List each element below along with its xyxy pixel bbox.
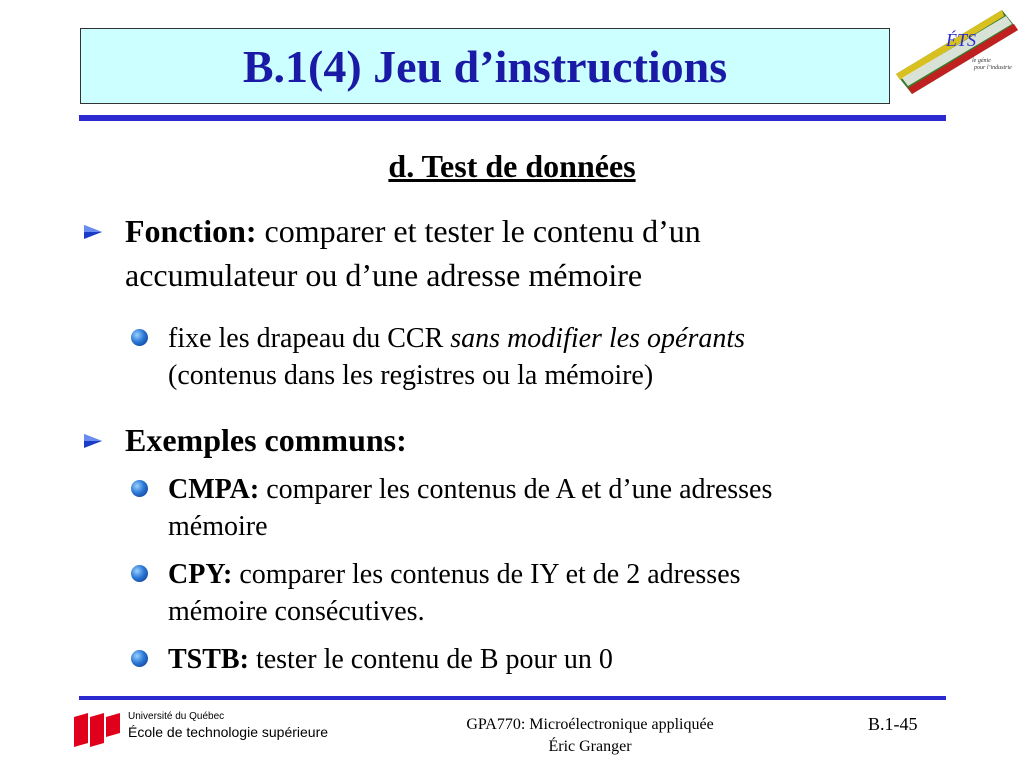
sub-bullet-ccr-line2: (contenus dans les registres ou la mémoire)	[168, 360, 654, 391]
course-info	[400, 714, 780, 758]
bullet-examples	[125, 418, 885, 462]
sub-bullet-cmpa-line2: mémoire	[168, 511, 268, 542]
sub-bullet-ccr	[168, 320, 928, 394]
slide-title: B.1(4) Jeu d’instructions	[242, 40, 728, 92]
triangle-bullet-icon	[84, 225, 102, 239]
circle-bullet-icon	[131, 650, 148, 667]
sub-bullet-cpy	[168, 556, 928, 630]
header-divider	[79, 115, 946, 121]
sub-bullet-cpy-line2: mémoire consécutives.	[168, 596, 425, 627]
sub-bullet-cpy-line1: comparer les contenus de IY et de 2 adresses	[232, 559, 741, 590]
bullet-function-lead: Fonction:	[125, 213, 257, 249]
ets-logo-tagline-2: pour l’industrie	[974, 65, 1012, 71]
footer-divider	[79, 696, 946, 700]
circle-bullet-icon	[131, 329, 148, 346]
course-instructor: Éric Granger	[548, 738, 632, 755]
sub-bullet-cmpa-lead: CMPA:	[168, 474, 260, 505]
sub-bullet-cmpa	[168, 471, 928, 545]
bullet-function	[125, 209, 885, 297]
sub-bullet-tstb	[168, 641, 928, 678]
triangle-bullet-icon	[84, 434, 102, 448]
sub-bullet-ccr-text: fixe les drapeau du CCR	[168, 323, 451, 354]
ets-logo	[892, 4, 1022, 96]
sub-bullet-cpy-lead: CPY:	[168, 559, 233, 590]
page-number: B.1-45	[868, 714, 918, 734]
sub-bullet-tstb-line1: tester le contenu de B pour un 0	[248, 644, 613, 675]
ets-logo-text: ÉTS	[946, 30, 977, 50]
university-line2: École de technologie supérieure	[128, 724, 329, 740]
circle-bullet-icon	[131, 565, 148, 582]
section-subtitle: d. Test de données	[388, 148, 636, 184]
bullet-function-line1: comparer et tester le contenu d’un	[256, 213, 701, 249]
circle-bullet-icon	[131, 480, 148, 497]
title-box	[80, 28, 890, 104]
sub-bullet-tstb-lead: TSTB:	[168, 644, 249, 675]
bullet-examples-lead: Exemples communs:	[125, 422, 407, 458]
university-line1: Université du Québec	[128, 711, 225, 722]
course-title: GPA770: Microélectronique appliquée	[466, 716, 714, 733]
bullet-function-line2: accumulateur ou d’une adresse mémoire	[125, 257, 643, 293]
ets-logo-tagline-1: le génie	[972, 58, 991, 64]
university-name	[128, 711, 328, 740]
uq-logo-icon	[72, 713, 122, 749]
sub-bullet-ccr-italic: sans modifier les opérants	[450, 323, 746, 354]
sub-bullet-cmpa-line1: comparer les contenus de A et d’une adresses	[259, 474, 773, 505]
